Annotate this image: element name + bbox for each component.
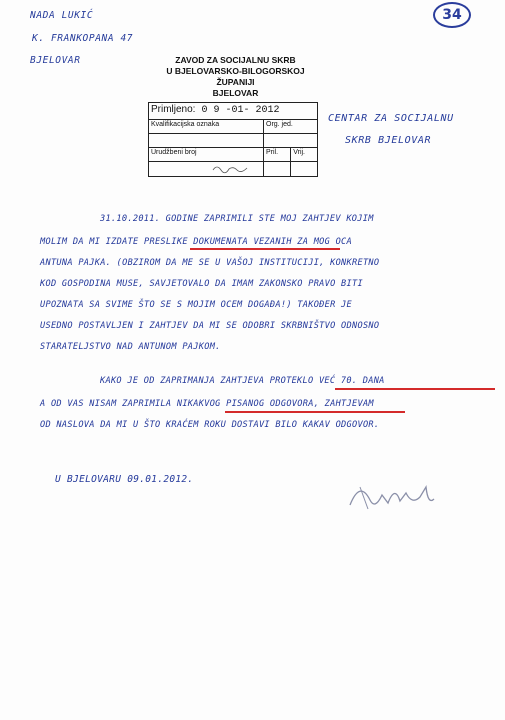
stamp-empty-cell <box>264 134 318 148</box>
body-p2-line: OD NASLOVA DA MI U ŠTO KRAĆEM ROKU DOSTAVI BILO KAKAV ODGOVOR. <box>40 420 380 430</box>
body-p1-line: STARATELJSTVO NAD ANTUNOM PAJKOM. <box>40 342 221 352</box>
stamp-scribble <box>211 162 251 174</box>
recipient-line1: CENTAR ZA SOCIJALNU <box>328 113 454 124</box>
signature <box>340 475 440 520</box>
stamp-received-cell <box>149 103 318 120</box>
underline-preslike <box>190 248 340 250</box>
sender-street: K. FRANKOPANA 47 <box>32 33 134 44</box>
underline-nikakvog <box>225 411 405 413</box>
stamp-line2: U BJELOVARSKO-BILOGORSKOJ ŽUPANIJI <box>166 66 305 87</box>
body-p1-line: UPOZNATA SA SVIME ŠTO SE S MOJIM OCEM DOGAĐA!) TAKOĐER JE <box>40 300 353 310</box>
attachments-label: Pril. <box>264 148 291 162</box>
body-p1-line: USEDNO POSTAVLJEN I ZAHTJEV DA MI SE ODOBRI SKRBNIŠTVO ODNOSNO <box>40 321 380 331</box>
stamp-table <box>148 102 318 177</box>
classification-label: Kvalifikacijska oznaka <box>149 120 264 134</box>
body-p1-line: ANTUNA PAJKA. (OBZIROM DA ME SE U VAŠOJ INSTITUCIJI, KONKRETNO <box>40 258 380 268</box>
stamp-line3: BJELOVAR <box>212 88 259 98</box>
body-p1-line: 31.10.2011. GODINE ZAPRIMILI STE MOJ ZAHTJEV KOJIM <box>100 214 374 224</box>
value-label: Vrij. <box>291 148 318 162</box>
body-p2-line: A OD VAS NISAM ZAPRIMILA NIKAKVOG PISANOG ODGOVORA, ZAHTJEVAM <box>40 399 374 409</box>
body-p1-line: KOD GOSPODINA MUSE, SAVJETOVALO DA IMAM ZAKONSKO PRAVO BITI <box>40 279 363 289</box>
received-label: Primljeno: <box>151 104 196 115</box>
body-p2-line: KAKO JE OD ZAPRIMANJA ZAHTJEVA PROTEKLO VEĆ 70. DANA <box>100 376 385 386</box>
received-date: 0 9 -01- 2012 <box>201 105 280 116</box>
sender-name: NADA LUKIĆ <box>30 10 94 21</box>
place-date: U BJELOVARU 09.01.2012. <box>55 474 194 485</box>
body-p1-line: MOLIM DA MI IZDATE PRESLIKE DOKUMENATA VEZANIH ZA MOG OCA <box>40 237 353 247</box>
sender-city: BJELOVAR <box>30 55 81 66</box>
reg-number-label: Urudžbeni broj <box>149 148 264 162</box>
received-stamp <box>148 55 323 177</box>
recipient-line2: SKRB BJELOVAR <box>345 135 432 146</box>
stamp-empty-cell <box>264 162 291 177</box>
stamp-empty-cell <box>291 162 318 177</box>
page-number-circle: 34 <box>433 2 471 28</box>
reg-number-cell <box>149 162 264 177</box>
stamp-empty-cell <box>149 134 264 148</box>
stamp-line1: ZAVOD ZA SOCIJALNU SKRB <box>175 55 296 65</box>
org-unit-label: Org. jed. <box>264 120 318 134</box>
underline-proteklo <box>335 388 495 390</box>
